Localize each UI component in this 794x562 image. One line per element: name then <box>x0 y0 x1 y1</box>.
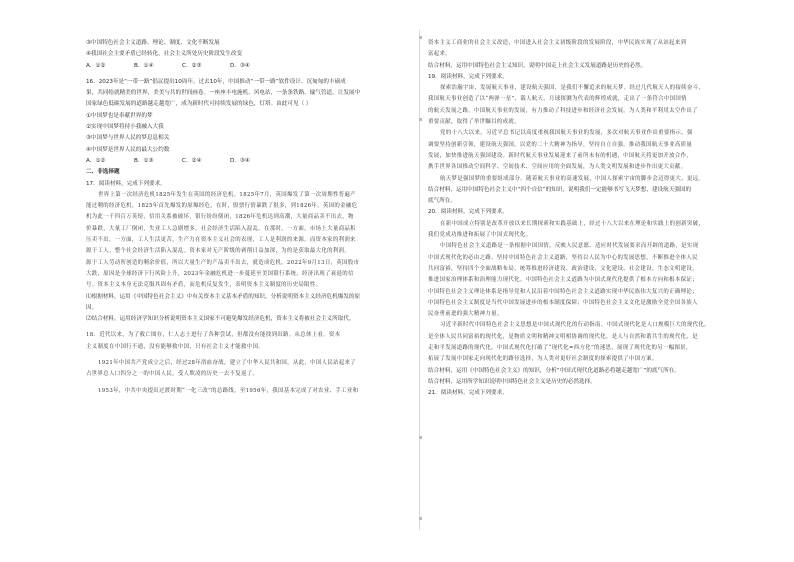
q19-material-line: 携手世界各国推动空间科学、空间技术、空间应用的全面发展，为人类文明发展和进步作出更大贡献。 <box>428 164 687 171</box>
q17-material-line: 源于工人劳动所创造的剩余价值，所以大量生产的产品卖不出去，就造成危机。2022年9月13日，英国股市 <box>86 259 360 266</box>
q17-material-line: 机为此一千四百万英镑，信用关系被破坏，银行纷纷倒闭，1826年危机达到高潮，大量商品卖不出去，物 <box>86 214 354 221</box>
q15-item-3: ③中国特色社会主义道路、理论、制度、文化不断发展 <box>86 40 220 46</box>
q19-question-tail: 底气所在。 <box>428 198 456 205</box>
binding-mark <box>419 118 422 121</box>
q16-stem-line: 国家绿色低碳发展的道路越走越宽广，成为新时代可持续发展的绿色，灯塔。由此可见（ ） <box>86 101 312 108</box>
q17-material-line: 号。资本主义本身无法克服其固有矛盾，而危机反复发生，表明资本主义制度的历史局限性。 <box>86 282 322 289</box>
option-c[interactable]: C．②③ <box>182 62 202 69</box>
q17-intro: 17．阅读材料，完成下列要求。 <box>86 180 166 187</box>
q21-intro: 21．阅读材料，完成下列要求。 <box>428 390 508 397</box>
binding-mark <box>419 36 422 39</box>
option-a[interactable]: A．①② <box>86 62 106 69</box>
q17-subquestion-2: ⑵结合材料，运用经济学知识分析说明资本主义国家不可避免爆发经济危机，资本主义将被社会主义所取代。 <box>86 316 355 323</box>
q19-material-line: 我国航天事业创造了以“两弹一星”、载人航天、月球探测为代表的辉煌成就，走出了一条符合中国国情 <box>428 96 687 103</box>
q19-material-line: 发展，加快推进航天强国建设。新时代航天事业发展迎来了前所未有的机遇，中国航天将更加开放合作， <box>428 152 693 159</box>
q17-material-line: 世界上第一次经济危机1825年发生在英国的经济危机。1825年7月，英国爆发了第一次周期性普遍产 <box>98 191 356 198</box>
q18-material-line: 主义制度在中国行不通，没有能够救中国，只有社会主义才能救中国。 <box>86 343 264 350</box>
q18-material-line: 富起来。 <box>428 51 451 58</box>
option-b[interactable]: B．①③ <box>134 157 154 164</box>
q16-item-4: ④中国梦是世界人民的最大公约数 <box>86 146 170 153</box>
binding-mark <box>419 436 422 439</box>
q18-material-line: 1953年，中共中央提出过渡时期“一化三改”的总路线，至1956年，我国基本完成了对农业、手工业和 <box>98 387 359 394</box>
q18-intro: 18．近代以来，为了救亡图存，仁人志士进行了各种尝试，但都没有能找到出路。从总体上看，资本 <box>86 332 341 339</box>
q20-material-line: 拓展了发展中国家走向现代化的路径选择，为人类对更好社会制度的探索提供了中国方案。 <box>428 356 658 363</box>
q19-material-line: 的航天发展之路。中国航天事业的发展，有力推动了科技进步和经济社会发展，为人类和平利用太空作出了 <box>428 107 698 114</box>
q15-options <box>86 61 412 72</box>
q20-question-2: 结合材料，运用所学知识说明中国特色社会主义是历史的必然选择。 <box>428 378 596 385</box>
q20-material-line: 中国式现代化的必由之路。坚持中国特色社会主义道路，坚持以人民为中心的发展思想，不断推进全体人民 <box>428 254 698 261</box>
option-b[interactable]: B．①④ <box>134 62 154 69</box>
q19-material-line: 党的十八大以来，习近平总书记以高度重视我国航天事业的发展，多次对航天事业作出重要指示，强 <box>440 130 693 137</box>
q16-stem-line: 果，共同绘就精美的世界，美美与共的世间画卷。一座座丰电施机、风电站，一条条铁路、输气管道，让发展中 <box>86 90 361 97</box>
q20-intro: 20．阅读材料，完成下列要求。 <box>428 209 508 216</box>
option-c[interactable]: C．②④ <box>182 157 202 164</box>
q20-material-line: 中国特色社会主义道路是一条根据中国国情，反映人民意愿、适应时代发展要求而开辟的道路，是实现 <box>440 243 699 250</box>
q20-material-line: 中国特色社会主义制度是当代中国发展进步的根本制度保障；中国特色社会主义文化是激励全党全国各族人 <box>428 299 698 306</box>
left-column <box>86 38 412 397</box>
q18-material-line: 资本主义工商业的社会主义改造，中国进入社会主义初级阶段的发展阶段，中华民族实现了从站起来到 <box>428 40 687 46</box>
q19-material-line: 航天梦是强国梦的重要组成部分。随着航天事业的高速发展，中国人探索宇宙的脚步会迈得更大、更远。 <box>440 175 705 182</box>
column-divider <box>419 30 420 530</box>
q17-material-line: 大跌，原因是全球经济下行风险上升，2023年金融危机进一步蔓延至美国银行系统，经济出现了衰退的信 <box>86 270 354 277</box>
binding-mark <box>419 517 422 520</box>
q18-material-line: 占世界总人口四分之一的中国人民，受人欺凌的历史一去不复返了。 <box>86 371 259 378</box>
q17-material-line: 源于工人。整个社会经济生活陷入混乱。资本家对无产阶级的剥削日益加深，为的是获取最大化的利润。 <box>86 248 351 255</box>
q20-question: 结合材料，运用《中国特色社会主义》的知识，分析“中国式现代化道路必将越走越宽广”的底气所在。 <box>428 367 680 374</box>
q20-material-line: 民奋勇前进的强大精神力量。 <box>428 311 503 318</box>
q16-options <box>86 156 412 167</box>
q19-material-line: 重要贡献，取得了举世瞩目的成就。 <box>428 119 520 126</box>
option-a[interactable]: A．①② <box>86 157 106 164</box>
q19-intro: 19．阅读材料，完成下列要求。 <box>428 73 508 80</box>
q18-material-line: 1921年中国共产党成立之后，经过28年浴血奋战，建立了中华人民共和国，从此，中国人民站起来了 <box>98 360 357 367</box>
q19-material-line: 探索浩瀚宇宙，发展航天事业，建设航天强国，是我们不懈追求的航天梦。经过几代航天人的接续奋斗， <box>440 85 705 92</box>
q16-item-1: ①中国梦也是奉献世界的梦 <box>86 112 153 119</box>
q16-item-2: ②实现中国梦将持小我融入大我 <box>86 124 164 131</box>
q19-material-line: 调要坚持创新引领，建设航天强国，以党的二十大精神为指导，坚持自立自强，推动我国航天事业高质量 <box>428 141 693 148</box>
q20-material-line: 走和平发展道路的现代化。中国式现代化打破了“现代化=西方化”的迷思，展现了现代化的另一幅图景， <box>428 345 692 352</box>
q16-item-3: ③中国梦与世界人民的梦息息相关 <box>86 135 170 142</box>
q17-material-line: 压卖不出，一方面，工人生活更苦，生产力在资本主义社会的表现，工人是利润的来源，而资本家的利润来 <box>86 237 356 244</box>
q20-material-line: 习近平新时代中国特色社会主义思想是中国式现代化的行动指南。中国式现代化是人口规模巨大的现代化， <box>440 322 710 329</box>
q17-material-line: 价暴跌，大量工厂倒闭，失业工人急剧增多，社会经济生活陷入混乱。在那时，一方面，市场上大量商品积 <box>86 225 356 232</box>
right-column <box>428 38 758 400</box>
q18-question: 结合材料，运用中国特色社会主义知识，说明中国走上社会主义发展道路是历史的必然。 <box>428 62 647 69</box>
option-d[interactable]: D．③④ <box>230 157 250 164</box>
q20-material-line: 我们党成功推进和拓展了中国式现代化。 <box>428 232 532 239</box>
q17-subquestion-1-tail: 因。 <box>86 304 98 311</box>
q20-material-line: 是全体人民共同富裕的现代化，是物质文明和精神文明相协调的现代化，是人与自然和谐共生的现代化，是 <box>428 333 698 340</box>
q15-item-4: ④我国社会主要矛盾已经转化，社会主义所处历史阶段发生改变 <box>86 51 243 58</box>
q20-material-line: 中国特色社会主义理论体系是指导党和人民沿着中国特色社会主义道路实现中华民族伟大复兴的正确理论； <box>428 288 698 295</box>
q20-material-line: 推进国家治理体系和治理能力现代化。中国特色社会主义道路为中国式现代化提供了根本方向和根本保证； <box>428 277 698 284</box>
q20-material-line: 共同富裕，坚持四个全面战略布局，统筹推进经济建设、政治建设、文化建设、社会建设、生态文明建设， <box>428 265 698 272</box>
q16-stem-line: 16．2023年是“一带一路”倡议提出10周年。过去10年，中国推动“一带一路”软件设计、沉甸甸的丰硕成 <box>86 78 346 85</box>
q17-material-line: 能过剩的经济危机。1825年首先爆发的原爆经危，在时，股票行情暴跌了很多，到1826年，英国的金融危 <box>86 203 358 210</box>
q20-material-line: 在新中国成立特别是改革开放以来长期探索和实践基础上，经过十八大以来在理论和实践上的创新突破， <box>440 220 705 227</box>
option-d[interactable]: D．③④ <box>230 62 250 69</box>
q19-question: 结合材料，运用中国特色社会主义中“四个自信”的知识，说明我们一定能够书写飞天梦想，建设航天强国的 <box>428 186 692 193</box>
q17-subquestion-1: ⑴根据材料，运用《中国特色社会主义》中有关资本主义基本矛盾的知识，分析说明资本主义经济危机爆发的原 <box>86 293 361 300</box>
section-title: 二、非选择题 <box>86 169 120 176</box>
